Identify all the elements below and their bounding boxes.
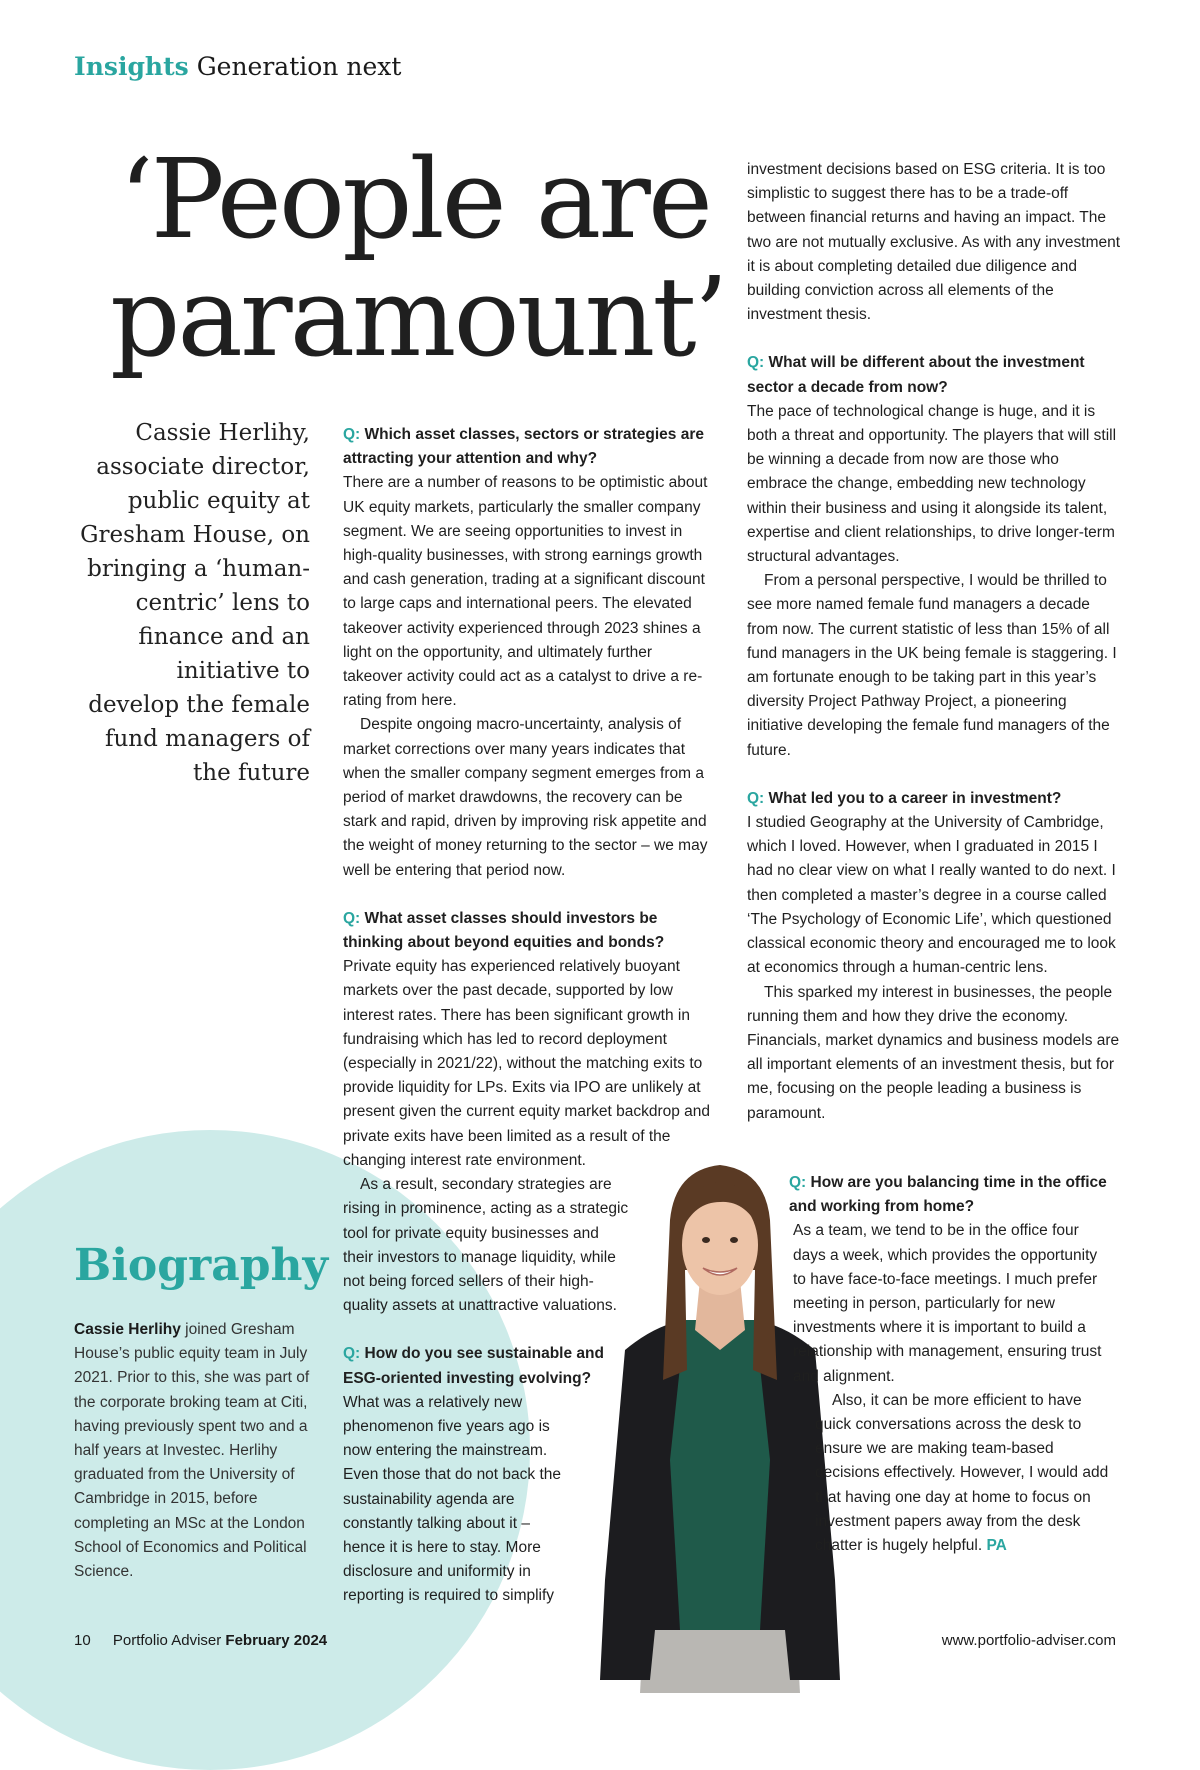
question-text: What led you to a career in investment? xyxy=(768,789,1062,807)
section-title: Generation next xyxy=(196,52,402,81)
standfirst: Cassie Herlihy, associate director, public equity at Gresham House, on bringing a ‘human-centric’ lens to finance and an initiative to develop the female fund managers of the future xyxy=(80,420,310,786)
biography-title: Biography xyxy=(74,1240,329,1291)
answer-paragraph: I studied Geography at the University of Cambridge, which I loved. However, when I graduated in 2015 I had no clear view on what I really wanted to do next. I then completed a master’s degree in a course called ‘The Psychology of Economic Life’, which questioned classical economic theory and encouraged me to look at economics through a human-centric lens. xyxy=(747,814,1116,977)
q-label: Q: xyxy=(343,909,361,927)
article-column-final xyxy=(789,1171,1109,1558)
issue-date: February 2024 xyxy=(225,1632,328,1649)
headline-line-2: paramount’ xyxy=(110,253,726,381)
footer-left xyxy=(74,1632,327,1649)
answer-paragraph: As a team, we tend to be in the office four days a week, which provides the opportunity to have face-to-face meetings. I much prefer meeting in person, particularly for new investments where it is important to build a relationship with management, ensuring trust and alignment. xyxy=(793,1222,1102,1385)
question-5 xyxy=(747,787,1122,811)
publication-name: Portfolio Adviser xyxy=(112,1632,222,1649)
answer-paragraph: Despite ongoing macro-uncertainty, analysis of market corrections over many years indicates that when the smaller company segment emerges from a period of market drawdowns, the recovery can be stark and rapid, driven by improving risk appetite and the weight of money returning to the sector – we may well be entering that period now. xyxy=(343,716,708,879)
signoff-mark: PA xyxy=(986,1537,1007,1555)
answer-paragraph: This sparked my interest in businesses, the people running them and how they drive the economy. Financials, market dynamics and business models are all important elements of an investment thesis, but for me, focusing on the people leading a business is paramount. xyxy=(747,983,1120,1122)
article-column-right xyxy=(747,158,1122,1126)
answer-paragraph-continued: investment decisions based on ESG criteria. It is too simplistic to suggest there has to be a trade-off between financial returns and having an impact. The two are not mutually exclusive. As with any investment it is about completing detailed due diligence and building conviction across all elements of the investment thesis. xyxy=(747,161,1121,324)
question-text: What asset classes should investors be thinking about beyond equities and bonds? xyxy=(343,909,665,952)
website-url: www.portfolio-adviser.com xyxy=(941,1632,1116,1649)
answer-paragraph: What was a relatively new phenomenon five years ago is now entering the mainstream. Even those that do not back the sustainability agenda are constantly talking about it – hence it is here to stay. More disclosure and uniformity in reporting is required to simplify xyxy=(343,1393,562,1605)
biography-text xyxy=(74,1318,324,1584)
question-text: How do you see sustainable and ESG-oriented investing evolving? xyxy=(343,1345,604,1387)
answer-paragraph xyxy=(789,1389,1109,1558)
answer-paragraph: From a personal perspective, I would be thrilled to see more named female fund managers a decade from now. The current statistic of less than 15% of all fund managers in the UK being female is staggering. I am fortunate enough to be taking part in this year’s diversity Project Pathway Project, a pioneering initiative developing the female fund managers of the future. xyxy=(747,572,1117,759)
biography-body: joined Gresham House’s public equity team in July 2021. Prior to this, she was part of the corporate broking team at Citi, having previously spent two and a half years at Investec. Herlihy graduated from the University of Cambridge in 2015, before completing an MSc at the London School of Economics and Political Science. xyxy=(74,1321,310,1581)
article-headline xyxy=(110,135,726,381)
headline-line-1: ‘People are xyxy=(118,135,710,263)
q-label: Q: xyxy=(747,354,765,372)
answer-paragraph: As a result, secondary strategies are rising in prominence, acting as a strategic tool for private equity businesses and their investors to manage liquidity, while not being forced sellers of their high-quality assets at unattractive valuations. xyxy=(343,1176,629,1315)
page-number: 10 xyxy=(74,1632,91,1649)
question-text: How are you balancing time in the office and working from home? xyxy=(789,1174,1107,1216)
answer-paragraph: There are a number of reasons to be optimistic about UK equity markets, particularly the smaller company segment. We are seeing opportunities to invest in high-quality businesses, with strong earnings growth and cash generation, trading at a significant discount to large caps and international peers. The elevated takeover activity experienced through 2023 shines a light on the opportunity, and ultimately further takeover activity could act as a catalyst to drive a re-rating from here. xyxy=(343,474,708,710)
q-label: Q: xyxy=(747,789,765,807)
section-kicker: Insights xyxy=(74,52,189,81)
answer-paragraph: The pace of technological change is huge, and it is both a threat and opportunity. The players that will still be winning a decade from now are those who embrace the change, embedding new technology within their business and using it alongside its talent, expertise and client relationships, to drive longer-term structural advantages. xyxy=(747,402,1117,566)
answer-text: Also, it can be more efficient to have quick conversations across the desk to ensure we are making team-based decisions effectively. However, I would add that having one day at home to focus on investment papers away from the desk chatter is hugely helpful. xyxy=(815,1391,1109,1555)
question-4 xyxy=(747,351,1122,399)
question-3 xyxy=(343,1342,613,1390)
q-label: Q: xyxy=(789,1174,807,1191)
question-text: What will be different about the investment sector a decade from now? xyxy=(747,354,1085,396)
question-2 xyxy=(343,907,715,955)
answer-paragraph: Private equity has experienced relatively buoyant markets over the past decade, supported by low interest rates. There has been significant growth in fundraising which has led to record deployment (especially in 2021/22), without the matching exits to provide liquidity for LPs. Exits via IPO are unlikely at present given the current equity market backdrop and private exits have been limited as a result of the changing interest rate environment. xyxy=(343,958,711,1169)
question-6 xyxy=(789,1171,1109,1219)
biography-name: Cassie Herlihy xyxy=(74,1321,181,1338)
article-column-middle xyxy=(343,423,715,1609)
q-label: Q: xyxy=(343,426,361,443)
q-label: Q: xyxy=(343,1345,361,1363)
section-header xyxy=(74,52,401,81)
question-1 xyxy=(343,423,715,471)
question-text: Which asset classes, sectors or strategies are attracting your attention and why? xyxy=(343,426,704,468)
